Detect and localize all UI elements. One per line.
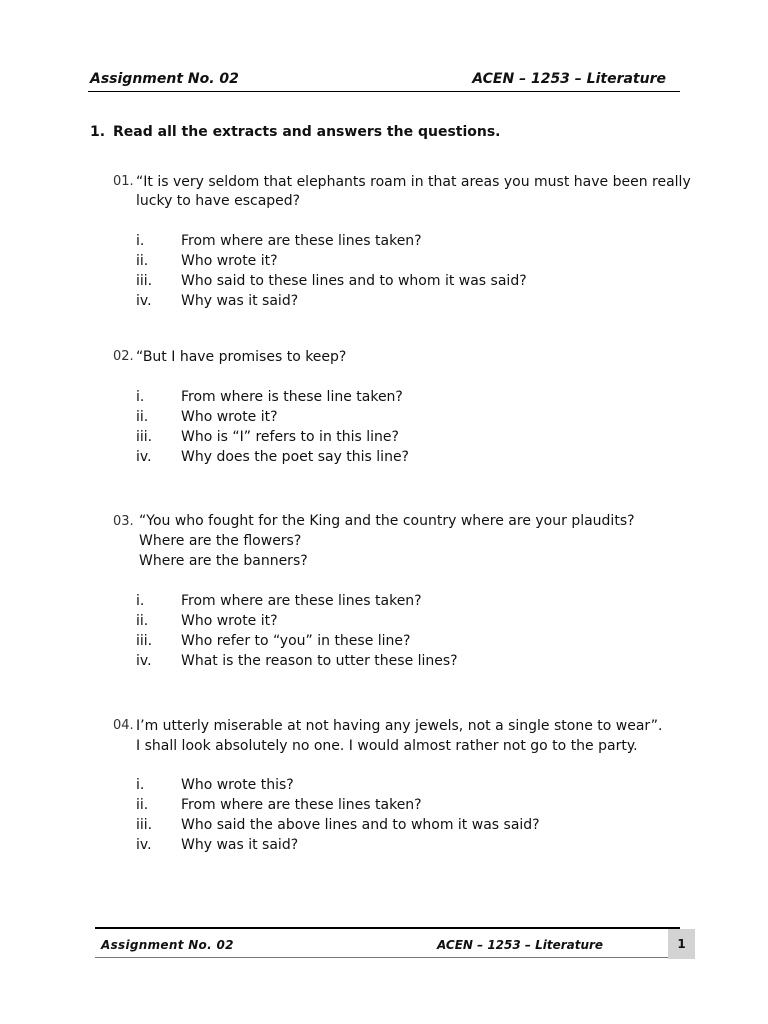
question-text: Why was it said? [181,293,299,309]
question-text: Who wrote this? [181,777,294,793]
footer-top-divider [95,927,680,929]
question-number: i. [136,233,145,249]
question-number: iv. [136,653,152,669]
question-number: iii. [136,817,153,833]
question-number: i. [136,593,145,609]
question-text: Why does the poet say this line? [181,449,409,465]
question-number: iii. [136,633,153,649]
question-number: ii. [136,409,149,425]
extract-line: “You who fought for the King and the country where are your plaudits? [139,513,635,529]
question-text: Who refer to “you” in these line? [181,633,411,649]
question-text: Who said to these lines and to whom it was said? [181,273,527,289]
instruction-text: Read all the extracts and answers the questions. [113,124,501,140]
extract-number: 04. [113,718,134,733]
question-text: Who is “I” refers to in this line? [181,429,399,445]
question-text: Who wrote it? [181,613,278,629]
extract-number: 03. [113,514,134,529]
extract-line: Where are the banners? [139,553,308,569]
footer-assignment-title: Assignment No. 02 [101,938,234,952]
header-assignment-title: Assignment No. 02 [90,71,239,87]
question-number: iii. [136,429,153,445]
question-number: iv. [136,837,152,853]
extract-line: I’m utterly miserable at not having any jewels, not a single stone to wear”. [136,718,663,734]
question-number: iv. [136,449,152,465]
question-text: Who said the above lines and to whom it was said? [181,817,540,833]
extract-line: “It is very seldom that elephants roam in that areas you must have been really [136,174,691,190]
question-text: Who wrote it? [181,253,278,269]
question-number: i. [136,777,145,793]
instruction-number: 1. [90,124,106,140]
header-divider [88,91,680,92]
extract-number: 02. [113,349,134,364]
extract-number: 01. [113,174,134,189]
question-text: Who wrote it? [181,409,278,425]
extract-line: “But I have promises to keep? [136,349,347,365]
question-number: ii. [136,253,149,269]
question-number: ii. [136,613,149,629]
page-number: 1 [668,929,695,959]
question-number: i. [136,389,145,405]
extract-line: I shall look absolutely no one. I would almost rather not go to the party. [136,738,638,754]
question-text: From where are these lines taken? [181,797,422,813]
question-text: From where is these line taken? [181,389,403,405]
footer-bottom-divider [95,957,668,958]
header-course-title: ACEN – 1253 – Literature [472,71,666,87]
footer-course-title: ACEN – 1253 – Literature [437,938,604,952]
question-text: Why was it said? [181,837,299,853]
question-text: From where are these lines taken? [181,233,422,249]
question-text: What is the reason to utter these lines? [181,653,458,669]
question-number: ii. [136,797,149,813]
question-number: iii. [136,273,153,289]
extract-line: lucky to have escaped? [136,193,301,209]
question-text: From where are these lines taken? [181,593,422,609]
extract-line: Where are the flowers? [139,533,302,549]
question-number: iv. [136,293,152,309]
